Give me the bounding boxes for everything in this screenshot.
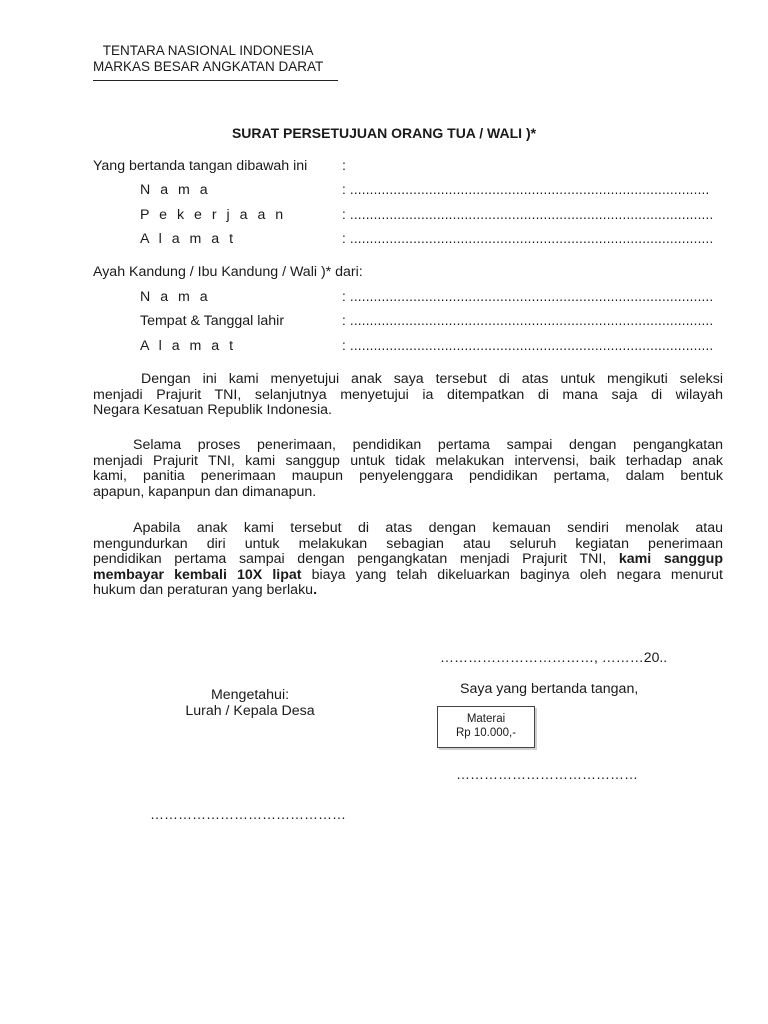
child-birth-label: Tempat & Tanggal lahir	[140, 313, 285, 329]
signer-signature-line: …………………………………	[456, 766, 638, 782]
paragraph-line: menjadi Prajurit TNI, kami sanggup untuk tidak melakukan intervensi, baik terhadap anak	[93, 452, 723, 469]
paragraph-line: kami, panitia penerimaan maupun penyelenggara pendidikan pertama, dalam bentuk	[93, 468, 723, 484]
date-line: ……………………………, ………20..	[440, 649, 668, 665]
paragraph-non-intervention	[93, 438, 723, 500]
text-segment: biaya yang telah dikeluarkan baginya oleh negara menurut	[301, 566, 723, 583]
signer-intro: Yang bertanda tangan dibawah ini	[93, 158, 308, 174]
paragraph-line	[93, 583, 723, 599]
letterhead-line-1: TENTARA NASIONAL INDONESIA	[102, 43, 314, 58]
paragraph-line: Apabila anak kami tersebut di atas dengan kemauan sendiri menolak atau	[133, 520, 723, 536]
child-birth-field: : ............................................................................................	[342, 313, 714, 328]
paragraph-line: Dengan ini kami menyetujui anak saya tersebut di atas untuk mengikuti seleksi	[141, 371, 723, 387]
letterhead	[93, 43, 323, 75]
signer-name-field: : ...........................................................................................	[342, 182, 710, 197]
paragraph-line	[93, 552, 723, 568]
paragraph-line: menjadi Prajurit TNI, selanjutnya menyetujui ia ditempatkan di mana saja di wilayah	[93, 386, 723, 403]
bold-text-segment: kami sanggup	[618, 551, 723, 567]
child-address-label: A l a m a t	[140, 338, 237, 354]
paragraph-line	[93, 568, 723, 584]
text-segment: pendidikan pertama sampai dengan pengangkatan menjadi Prajurit TNI,	[93, 551, 619, 567]
paragraph-consent	[93, 372, 723, 419]
signer-occupation-label: P e k e r j a a n	[140, 207, 287, 223]
signer-name-label: N a m a	[140, 182, 211, 198]
signer-intro-colon: :	[342, 158, 346, 174]
child-name-label: N a m a	[140, 289, 211, 305]
paragraph-line: mengundurkan diri untuk melakukan sebagian atau seluruh kegiatan penerimaan	[93, 535, 723, 552]
witness-block	[150, 687, 350, 719]
signer-address-label: A l a m a t	[140, 231, 237, 247]
parent-intro: Ayah Kandung / Ibu Kandung / Wali )* dari:	[93, 264, 363, 280]
letterhead-line-2: MARKAS BESAR ANGKATAN DARAT	[93, 59, 324, 74]
paragraph-line: apapun, kapanpun dan dimanapun.	[93, 483, 317, 500]
bold-text-segment: .	[313, 582, 318, 598]
witness-label: Mengetahui:	[210, 687, 290, 703]
child-address-field: : ............................................................................................	[342, 338, 714, 353]
signer-occupation-field: : ............................................................................................	[342, 207, 714, 222]
text-segment: hukum dan peraturan yang berlaku	[93, 582, 314, 598]
signer-label: Saya yang bertanda tangan,	[460, 681, 639, 697]
stamp-duty-label: Materai	[466, 713, 506, 725]
letterhead-underline	[93, 80, 338, 81]
child-name-field: : ............................................................................................	[342, 289, 714, 304]
paragraph-refund-clause	[93, 521, 723, 599]
bold-text-segment: membayar kembali 10X lipat	[93, 566, 302, 583]
document-title: SURAT PERSETUJUAN ORANG TUA / WALI )*	[231, 125, 537, 141]
paragraph-line: Selama proses penerimaan, pendidikan pertama sampai dengan pengangkatan	[133, 437, 723, 453]
signer-address-field: : ............................................................................................	[342, 231, 714, 246]
witness-signature-line: ……………………………………	[150, 806, 346, 822]
stamp-duty-amount: Rp 10.000,-	[455, 727, 517, 739]
paragraph-line: Negara Kesatuan Republik Indonesia.	[93, 402, 332, 418]
witness-title: Lurah / Kepala Desa	[185, 703, 315, 719]
stamp-duty-box	[437, 706, 535, 748]
